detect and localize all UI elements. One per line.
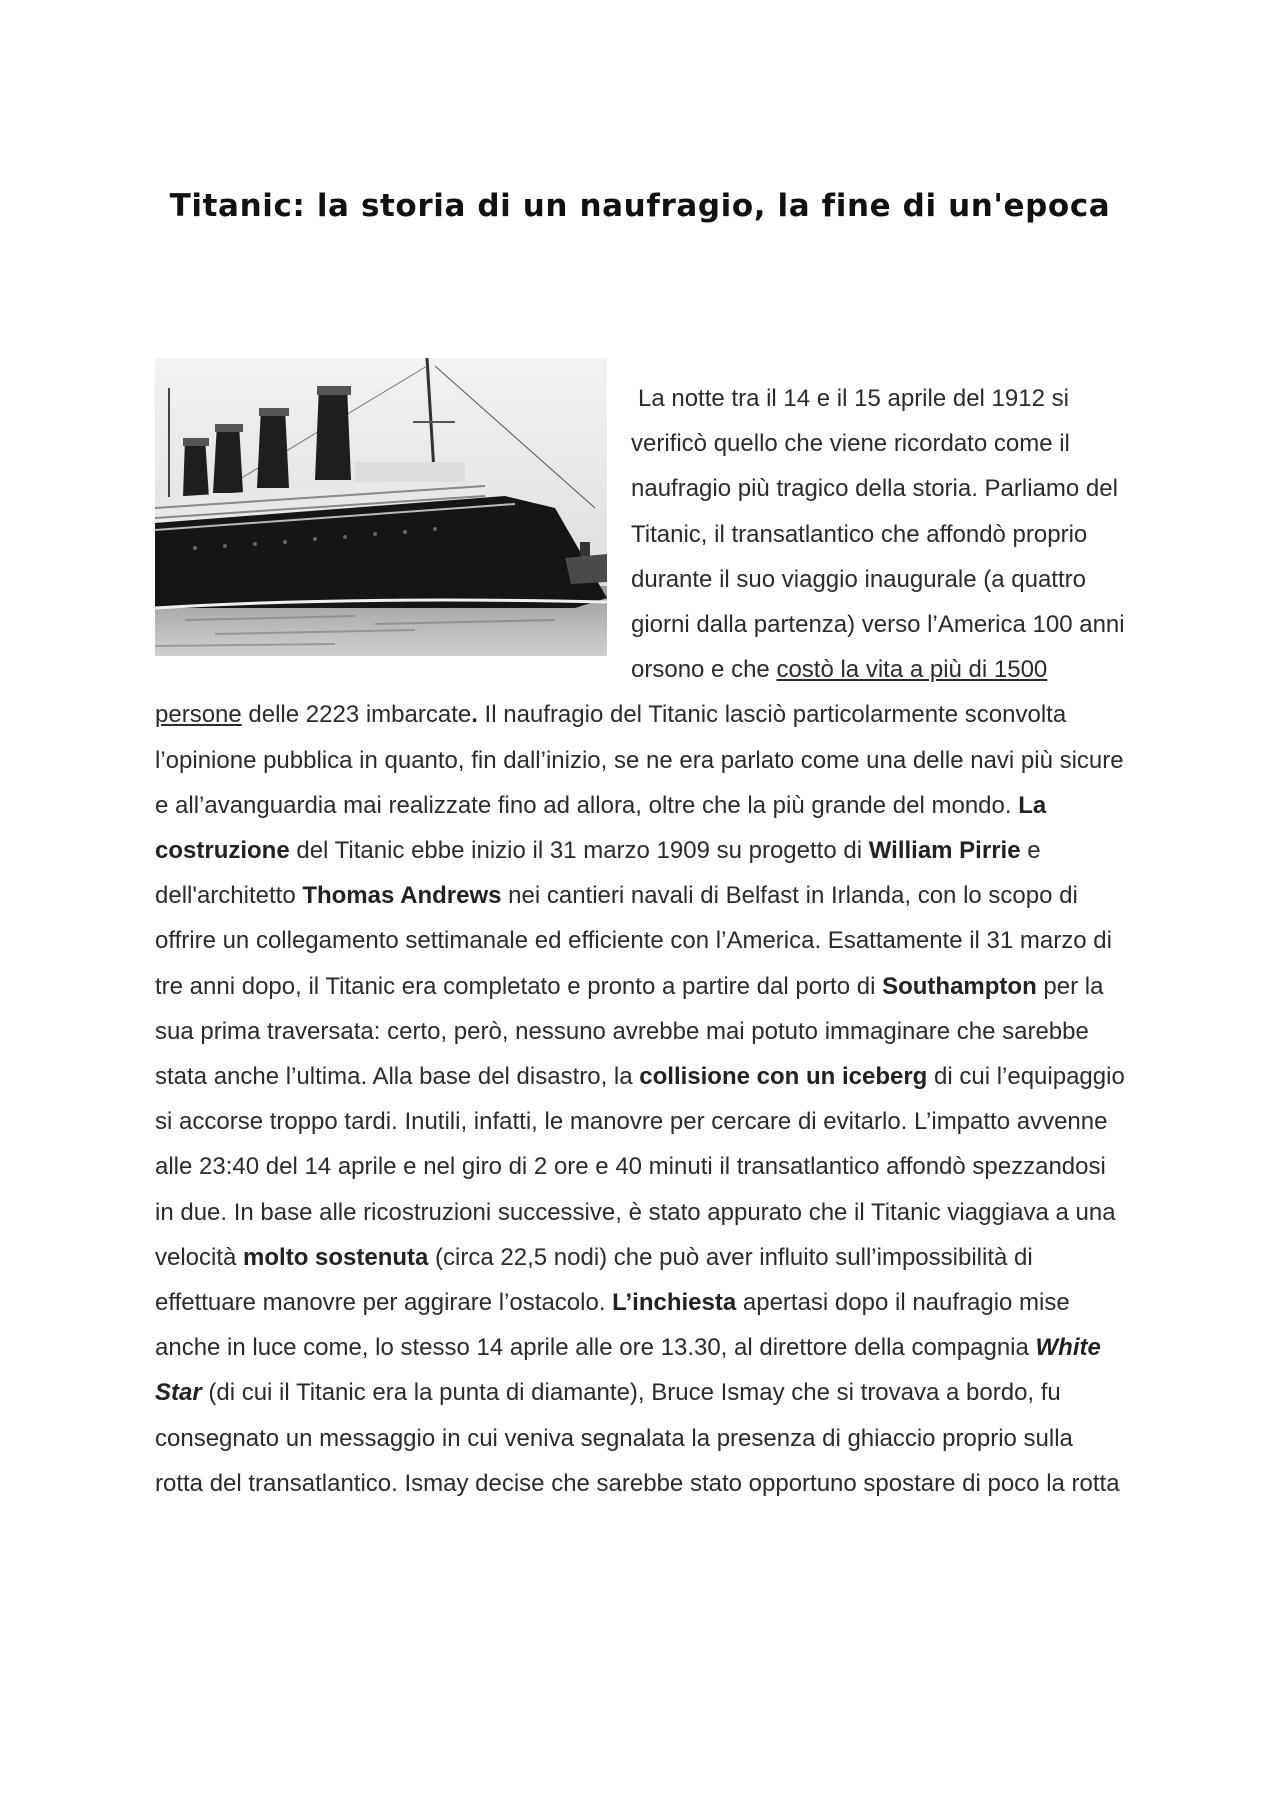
bold-text-costruzione: La costruzione bbox=[155, 791, 1047, 865]
text-run: per la sua prima traversata: certo, però, nessuno avrebbe mai potuto immaginare che sarebbe stata anche l’ultima. Alla base del disastro, la bbox=[155, 972, 1104, 1091]
bold-dot: . bbox=[471, 701, 478, 729]
text-run: delle 2223 imbarcate bbox=[241, 701, 472, 729]
text-run: del Titanic ebbe inizio il 31 marzo 1909 su progetto di bbox=[289, 837, 869, 865]
text-run: e dell'architetto bbox=[155, 837, 1041, 910]
text-run: Il naufragio del Titanic lasciò particolarmente sconvolta l’opinione pubblica in quanto, fin dall’inizio, se ne era parlato come una delle navi più sicure e all’avanguardia mai realizzate fino ad allora, oltre che la più grande del mondo. bbox=[155, 701, 1124, 819]
bold-text-andrews: Thomas Andrews bbox=[302, 882, 502, 910]
text-run: nei cantieri navali di Belfast in Irlanda, con lo scopo di offrire un collegamento settimanale ed efficiente con l’America. Esattamente il 31 marzo di tre anni dopo, il Titanic era completato e pronto a partire dal porto di bbox=[155, 882, 1112, 1000]
bold-text-inchiesta: L’inchiesta bbox=[612, 1289, 737, 1317]
bold-text-iceberg: collisione con un iceberg bbox=[639, 1063, 928, 1091]
text-run: apertasi dopo il naufragio mise anche in luce come, lo stesso 14 aprile alle ore 13.30, al direttore della compagnia bbox=[155, 1289, 1070, 1362]
text-run: (di cui il Titanic era la punta di diamante), Bruce Ismay che si trovava a bordo, fu consegnato un messaggio in cui veniva segnalata la presenza di ghiaccio proprio sulla rotta del transatlantico. Ismay decise che sarebbe stato opportuno spostare di poco la rotta bbox=[155, 1379, 1120, 1497]
bold-text-pirrie: William Pirrie bbox=[868, 837, 1021, 865]
document-title: Titanic: la storia di un naufragio, la fine di un'epoca bbox=[169, 188, 1111, 224]
underlined-text: costò la vita a più di 1500 persone bbox=[155, 656, 1048, 729]
text-run: La notte tra il 14 e il 15 aprile del 1912 si verificò quello che viene ricordato come il naufragio più tragico della storia. Parliamo del Titanic, il transatlantico che affondò proprio durante il suo viaggio inaugurale (a quattro giorni dalla partenza) verso l’America 100 anni orsono e che bbox=[631, 385, 1125, 684]
bold-text-southampton: Southampton bbox=[882, 972, 1037, 1000]
bold-text-sostenuta: molto sostenuta bbox=[243, 1243, 429, 1271]
article-body bbox=[155, 376, 1125, 1506]
bold-italic-white-star: White Star bbox=[155, 1334, 1101, 1407]
titanic-photo bbox=[155, 358, 607, 656]
text-run: (circa 22,5 nodi) che può aver influito sull’impossibilità di effettuare manovre per aggirare l’ostacolo. bbox=[155, 1243, 1033, 1317]
text-run: di cui l’equipaggio si accorse troppo tardi. Inutili, infatti, le manovre per cercare di evitarlo. L’impatto avvenne alle 23:40 del 14 aprile e nel giro di 2 ore e 40 minuti il transatlantico affondò spezzandosi in due. In base alle ricostruzioni successive, è stato appurato che il Titanic viaggiava a una velocità bbox=[155, 1063, 1125, 1271]
